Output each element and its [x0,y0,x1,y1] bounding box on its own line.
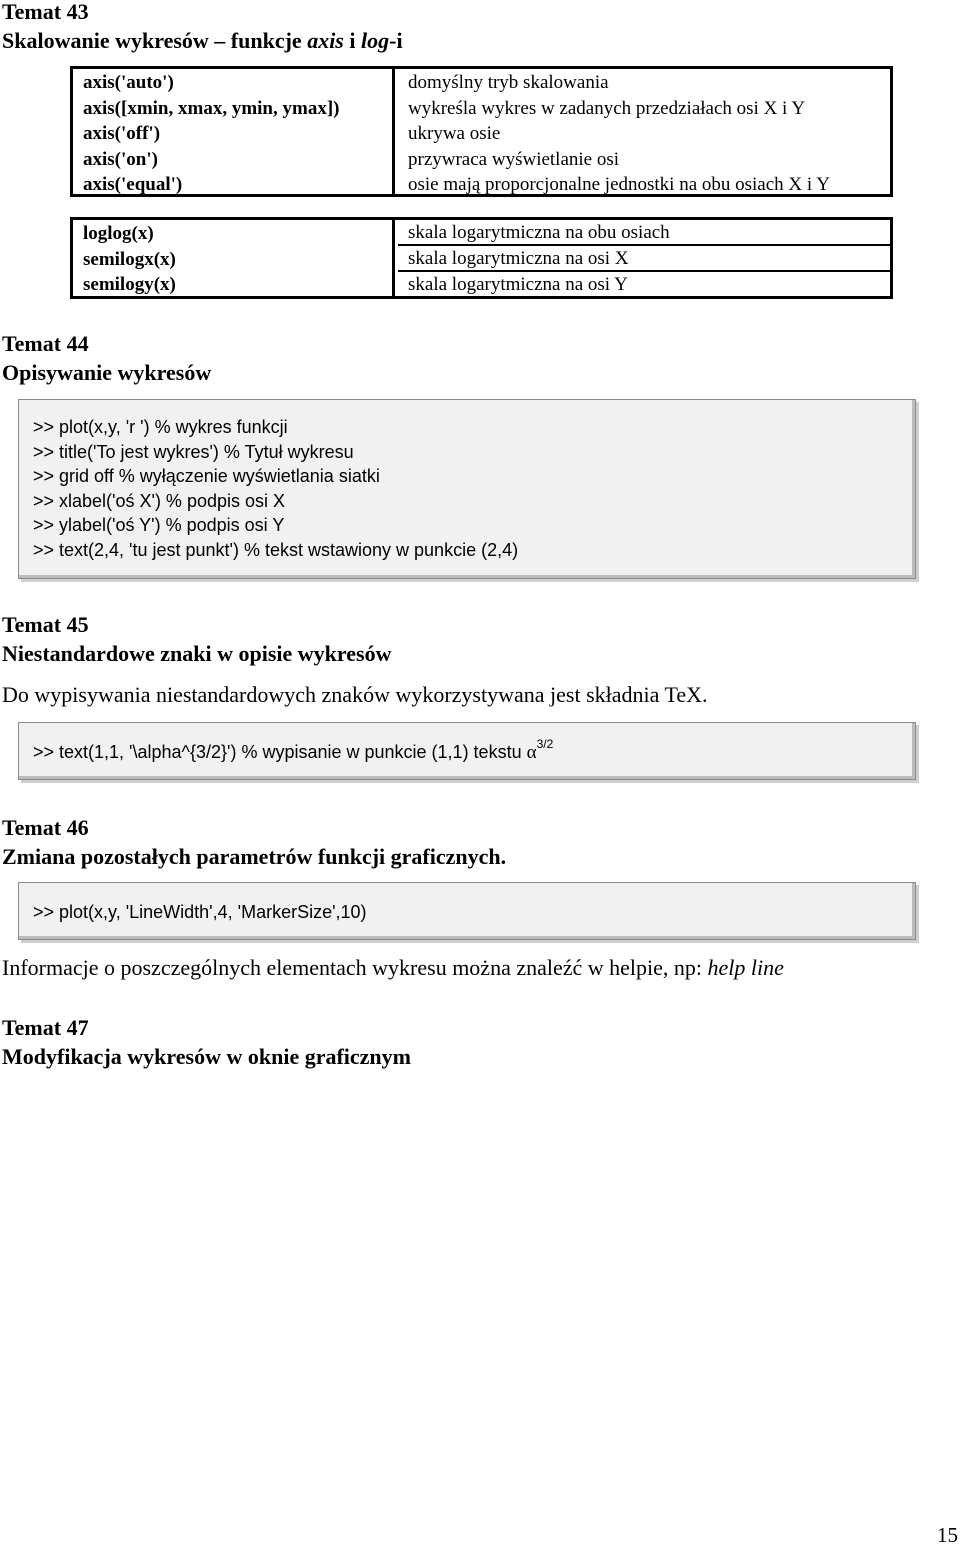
column-divider [392,69,395,194]
code-line: >> title('To jest wykres') % Tytuł wykresu [33,441,354,462]
alpha-symbol: α [526,742,537,763]
code-line: >> xlabel('oś X') % podpis osi X [33,490,285,511]
function-name: semilogx(x) [83,248,176,270]
function-description: skala logarytmiczna na osi Y [408,274,628,295]
axis-descriptions-column [398,70,890,198]
function-name: axis('off') [83,123,161,144]
section-44-number: Temat 44 [2,331,89,356]
function-name: axis('on') [83,148,158,170]
section-47-number: Temat 47 [2,1015,89,1040]
code-line: >> text(2,4, 'tu jest punkt') % tekst wstawiony w punkcie (2,4) [33,539,519,560]
axis-functions-table [70,66,893,197]
section-44-heading [2,329,211,387]
function-description: skala logarytmiczna na obu osiach [398,220,890,246]
section-44-title: Opisywanie wykresów [2,360,212,385]
code-line: >> plot(x,y, 'LineWidth',4, 'MarkerSize',10) [33,902,367,922]
function-description: skala logarytmiczna na osi X [398,246,890,272]
code-line: >> grid off % wyłączenie wyświetlania siatki [33,466,380,486]
function-description: przywraca wyświetlanie osi [408,148,620,170]
help-command: help line [707,955,784,980]
code-block-tex [18,722,916,780]
function-description: wykreśla wykres w zadanych przedziałach osi X i Y [408,97,806,119]
code-line: >> ylabel('oś Y') % podpis osi Y [33,515,285,535]
log-functions-column [83,221,176,298]
function-name: loglog(x) [83,223,154,244]
section-46-title: Zmiana pozostałych parametrów funkcji graficznych. [2,844,507,869]
function-name: axis('auto') [83,72,174,93]
function-description: ukrywa osie [408,123,501,144]
function-name: semilogy(x) [83,274,176,295]
log-descriptions-column [398,220,890,298]
function-description: osie mają proporcjonalne jednostki na obu osiach X i Y [408,174,830,195]
log-functions-table [70,217,893,299]
function-name: axis([xmin, xmax, ymin, ymax]) [83,97,340,119]
help-paragraph: Informacje o poszczególnych elementach wykresu można znaleźć w helpie, np: help line [2,955,784,980]
section-45-title: Niestandardowe znaki w opisie wykresów [2,641,392,666]
function-description: domyślny tryb skalowania [408,72,609,93]
section-43-title: Skalowanie wykresów – funkcje axis i log-i [2,28,403,53]
superscript: 3/2 [536,737,554,751]
code-line: >> text(1,1, '\alpha^{3/2}') % wypisanie w punkcie (1,1) tekstu $\alpha^{3/2}$ [33,737,554,763]
section-43-number: Temat 43 [2,0,89,24]
section-46-number: Temat 46 [2,815,89,840]
column-divider [392,220,395,296]
section-43-heading [2,0,403,55]
code-line: >> plot(x,y, 'r ') % wykres funkcji [33,417,288,437]
axis-functions-column [83,70,339,198]
section-45-heading [2,610,392,668]
page-number: 15 [937,1523,958,1547]
section-47-heading [2,1013,411,1071]
section-47-title: Modyfikacja wykresów w oknie graficznym [2,1044,411,1069]
tex-intro-paragraph: Do wypisywania niestandardowych znaków wykorzystywana jest składnia TeX. [2,682,708,707]
code-block-params [18,882,916,940]
code-block-labels [18,399,916,579]
function-name: axis('equal') [83,174,183,195]
section-45-number: Temat 45 [2,612,89,637]
section-46-heading [2,813,506,871]
